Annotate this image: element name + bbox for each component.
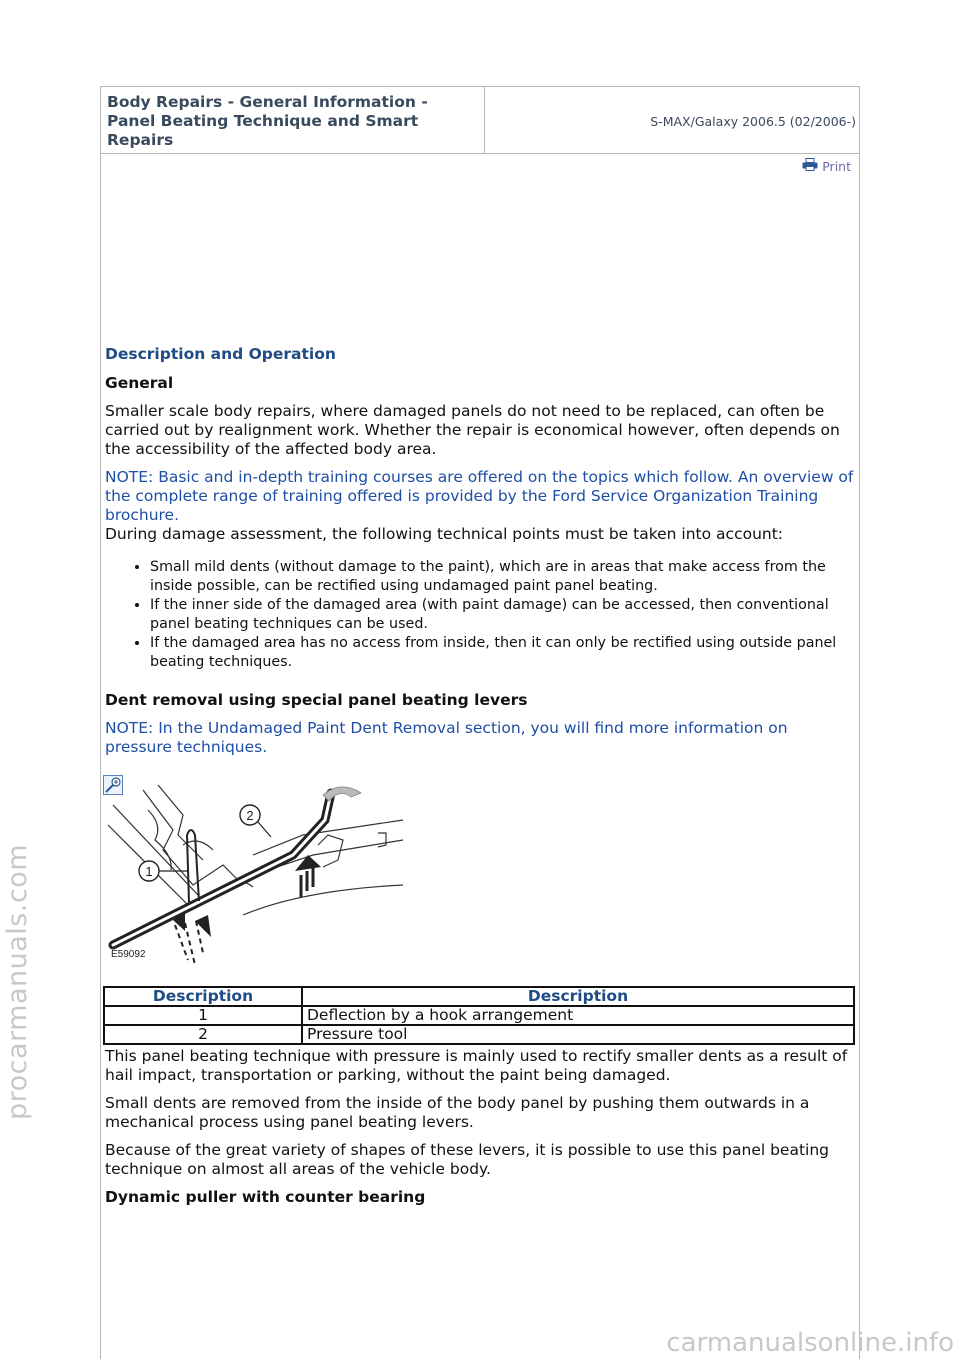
panel-beating-illustration	[103, 775, 408, 970]
section-title: Description and Operation	[105, 345, 336, 363]
page-title: Body Repairs - General Information - Panel Beating Technique and Smart Repairs	[101, 87, 485, 153]
table-header: Description	[302, 987, 854, 1006]
list-item: • If the damaged area has no access from inside, then it can only be rectified using outside panel beating techniques.	[150, 634, 855, 672]
figure-code: E59092	[111, 949, 146, 960]
callout-2: 2	[246, 808, 254, 823]
training-note: NOTE: Basic and in-depth training courses are offered on the topics which follow. An overview of the complete range of training offered is provided by the Ford Service Organization Training brochure.	[105, 468, 854, 524]
printer-icon	[802, 158, 818, 174]
general-heading: General	[105, 374, 174, 392]
page-frame	[100, 86, 860, 1359]
content	[105, 345, 855, 1216]
print-label: Print	[822, 158, 851, 174]
illustration-figure	[103, 775, 408, 970]
print-link[interactable]	[802, 158, 851, 174]
dynamic-puller-heading: Dynamic puller with counter bearing	[105, 1188, 426, 1206]
assessment-list	[105, 558, 855, 672]
table-cell: Pressure tool	[302, 1025, 854, 1044]
table-cell: 1	[104, 1006, 302, 1025]
table-row	[104, 1025, 854, 1044]
levers-paragraph: Small dents are removed from the inside of the body panel by pushing them outwards in a mechanical process using panel beating levers.	[105, 1094, 810, 1131]
page-header	[101, 87, 859, 154]
table-header-row	[104, 987, 854, 1006]
intro-paragraph: Smaller scale body repairs, where damaged panels do not need to be replaced, can often be carried out by realignment work. Whether the repair is economical however, often depends on the accessibility of the affected body area.	[105, 402, 840, 458]
list-item: • If the inner side of the damaged area (with paint damage) can be accessed, then conventional panel beating techniques can be used.	[150, 596, 855, 634]
model-label: S-MAX/Galaxy 2006.5 (02/2006-)	[650, 114, 856, 129]
table-cell: 2	[104, 1025, 302, 1044]
pressure-paragraph: This panel beating technique with pressure is mainly used to rectify smaller dents as a result of hail impact, transportation or parking, without the paint being damaged.	[105, 1047, 848, 1084]
dent-removal-heading: Dent removal using special panel beating levers	[105, 691, 528, 709]
table-header: Description	[104, 987, 302, 1006]
shapes-paragraph: Because of the great variety of shapes of these levers, it is possible to use this panel beating technique on almost all areas of the vehicle body.	[105, 1141, 830, 1178]
pressure-note: NOTE: In the Undamaged Paint Dent Removal section, you will find more information on pressure techniques.	[105, 719, 788, 756]
side-watermark: procarmanuals.com	[2, 843, 33, 1120]
table-cell: Deflection by a hook arrangement	[302, 1006, 854, 1025]
description-table	[103, 986, 855, 1045]
assessment-paragraph: During damage assessment, the following technical points must be taken into account:	[105, 525, 784, 543]
list-item: • Small mild dents (without damage to the paint), which are in areas that make access from the inside possible, can be rectified using undamaged paint panel beating.	[150, 558, 855, 596]
footer-watermark: carmanualsonline.info	[666, 1328, 954, 1358]
callout-1: 1	[145, 864, 153, 879]
table-row	[104, 1006, 854, 1025]
